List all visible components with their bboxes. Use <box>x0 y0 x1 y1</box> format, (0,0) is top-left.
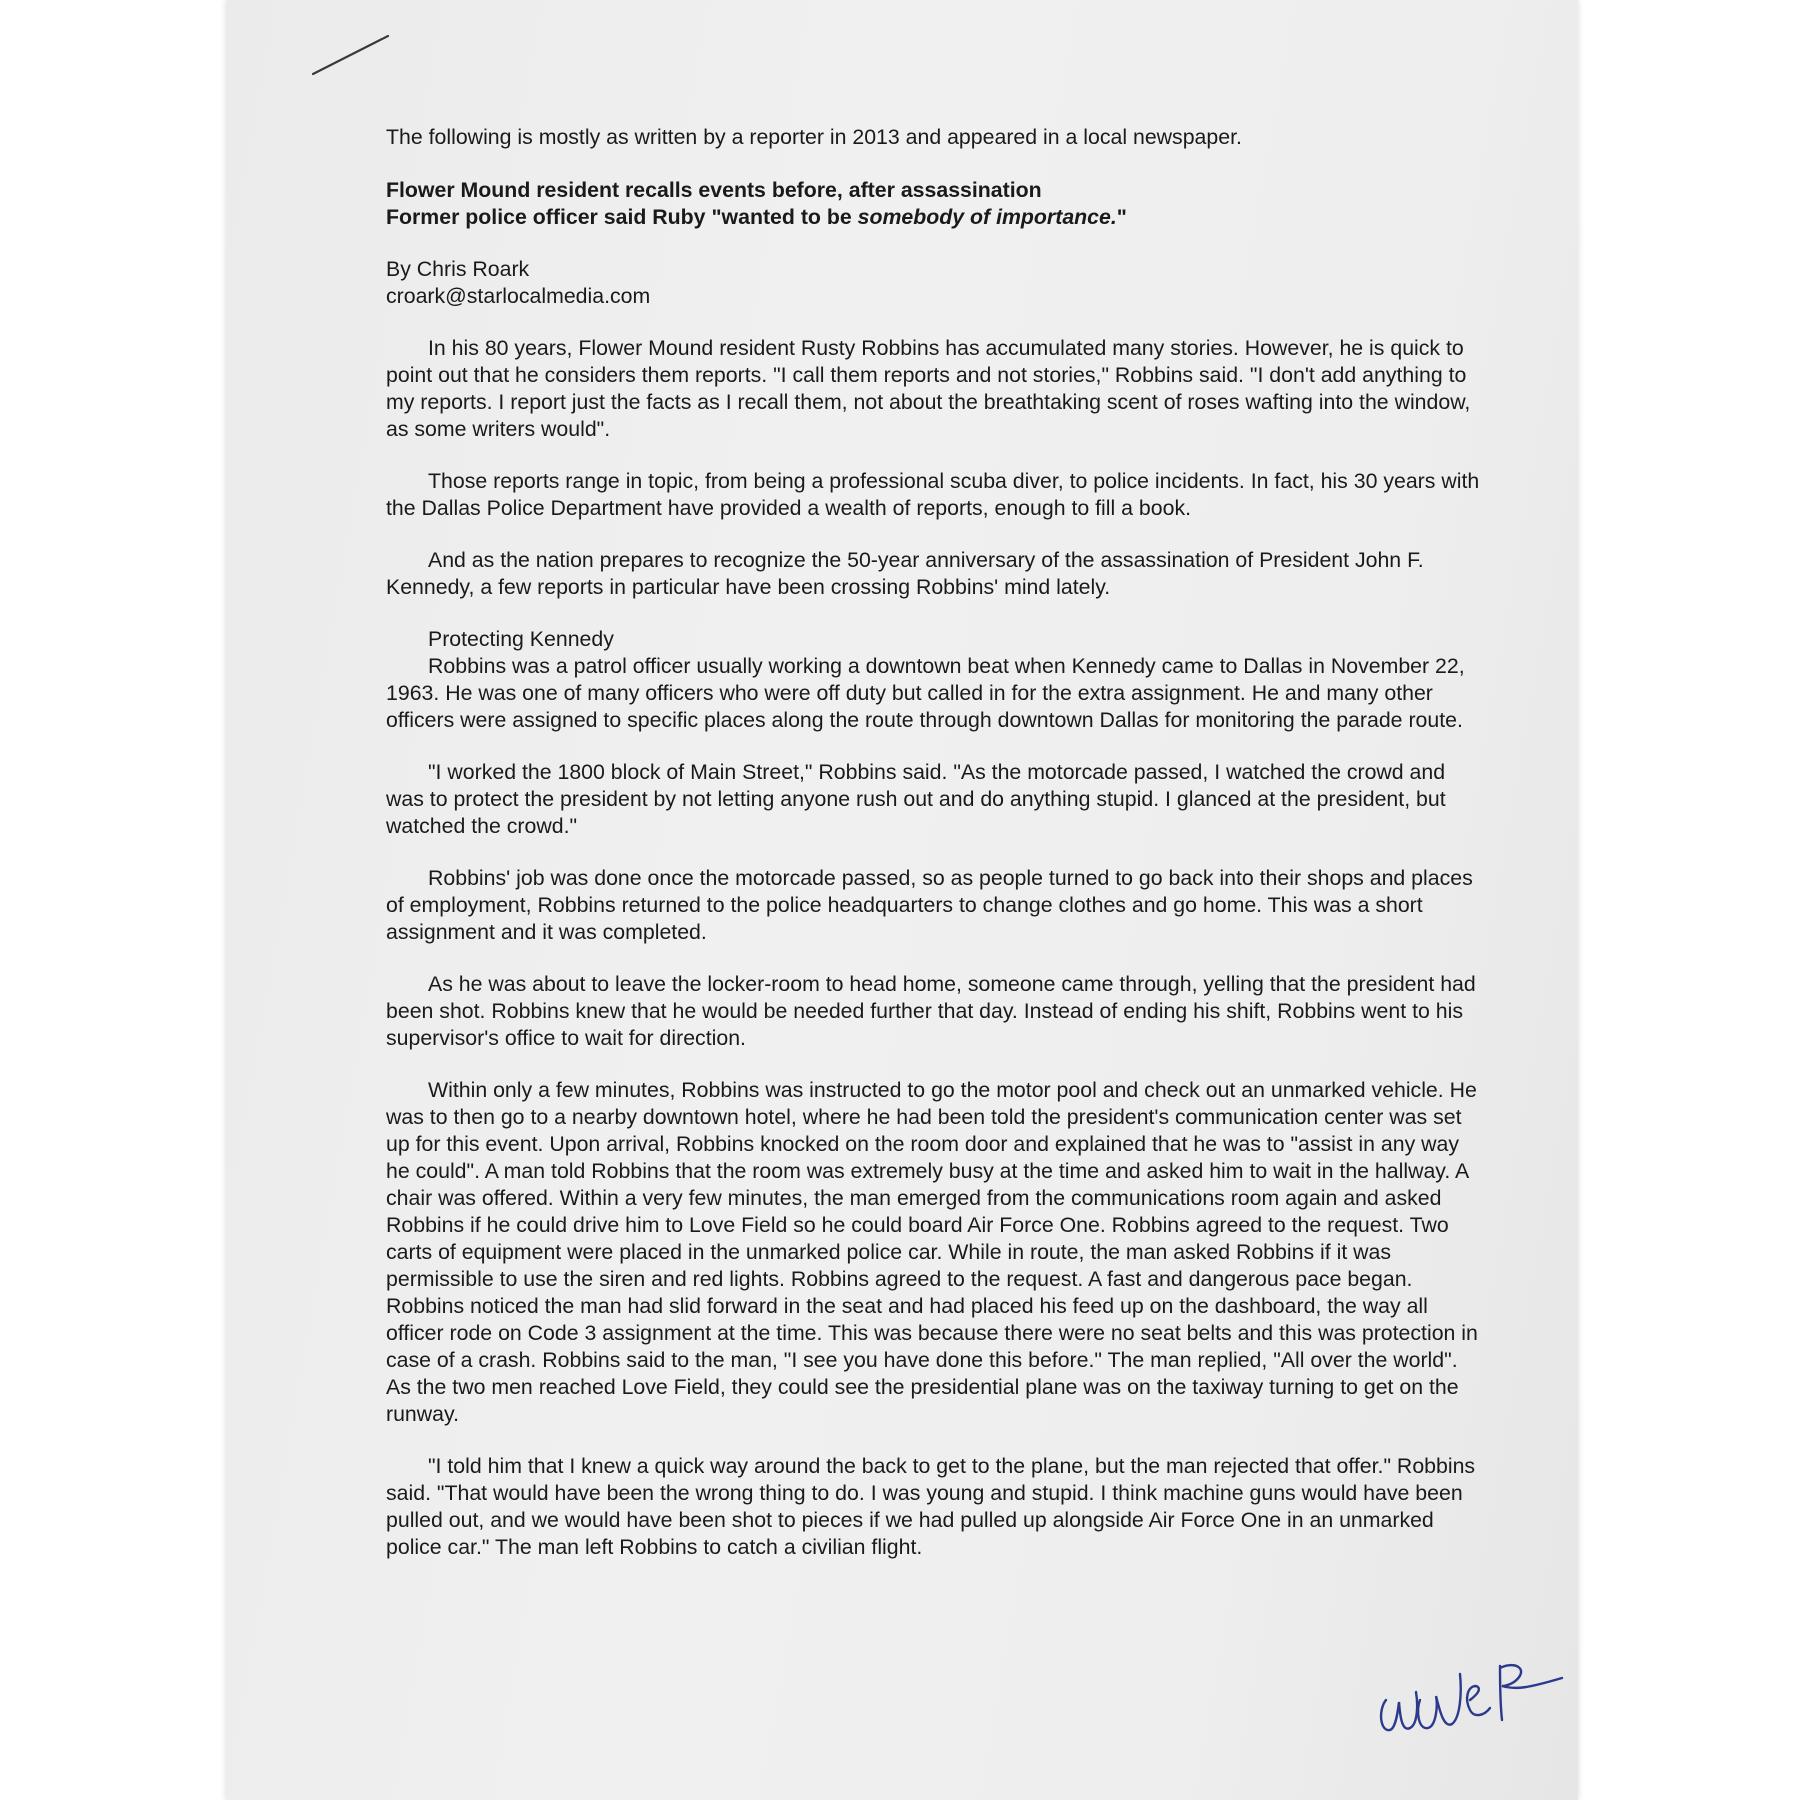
headline: Flower Mound resident recalls events before, after assassination <box>386 178 1042 202</box>
document-page <box>226 0 1578 1800</box>
handwritten-signature <box>1366 1640 1566 1750</box>
byline <box>386 256 1484 310</box>
byline-email: croark@starlocalmedia.com <box>386 284 651 308</box>
pen-mark <box>310 32 390 82</box>
subheadline-emphasis: somebody of importance. <box>857 205 1117 229</box>
paragraph: As he was about to leave the locker-room to head home, someone came through, yelling that the president had been shot. Robbins knew that he would be needed further that day. Instead of ending his shift, Robbins went to his supervisor's office to wait for direction. <box>386 972 1476 1050</box>
subheadline <box>386 204 1484 231</box>
paragraph: Robbins' job was done once the motorcade passed, so as people turned to go back into their shops and places of employment, Robbins returned to the police headquarters to change clothes and go home. This was a short assignment and it was completed. <box>386 866 1473 944</box>
paragraph: "I told him that I knew a quick way around the back to get to the plane, but the man rejected that offer." Robbins said. "That would have been the wrong thing to do. I was young and stupid. I think machine guns would have been pulled out, and we would have been shot to pieces if we had pulled up alongside Air Force One in an unmarked police car." The man left Robbins to catch a civilian flight. <box>386 1454 1476 1559</box>
article <box>386 124 1484 1586</box>
paragraph: Those reports range in topic, from being a professional scuba diver, to police incidents. In fact, his 30 years with the Dallas Police Department have provided a wealth of reports, enough to fill a book. <box>386 469 1480 520</box>
paragraph: "I worked the 1800 block of Main Street," Robbins said. "As the motorcade passed, I watched the crowd and was to protect the president by not letting anyone rush out and do anything stupid. I glanced at the president, but watched the crowd." <box>386 760 1446 838</box>
paragraph: Within only a few minutes, Robbins was instructed to go the motor pool and check out an unmarked vehicle. He was to then go to a nearby downtown hotel, where he had been told the president's communication center was set up for this event. Upon arrival, Robbins knocked on the room door and explained that he was to "assist in any way he could". A man told Robbins that the room was extremely busy at the time and asked him to wait in the hallway. A chair was offered. Within a very few minutes, the man emerged from the communications room again and asked Robbins if he could drive him to Love Field so he could board Air Force One. Robbins agreed to the request. Two carts of equipment were placed in the unmarked police car. While in route, the man asked Robbins if it was permissible to use the siren and red lights. Robbins agreed to the request. A fast and dangerous pace began. Robbins noticed the man had slid forward in the seat and had placed his feed up on the dashboard, the way all officer rode on Code 3 assignment at the time. This was because there were no seat belts and this was protection in case of a crash. Robbins said to the man, "I see you have done this before." The man replied, "All over the world". As the two men reached Love Field, they could see the presidential plane was on the taxiway turning to get on the runway. <box>386 1078 1478 1426</box>
intro-line: The following is mostly as written by a reporter in 2013 and appeared in a local newspaper. <box>386 125 1242 149</box>
paragraph: Robbins was a patrol officer usually working a downtown beat when Kennedy came to Dallas in November 22, 1963. He was one of many officers who were off duty but called in for the extra assignment. He and many other officers were assigned to specific places along the route through downtown Dallas for monitoring the parade route. <box>386 654 1465 732</box>
byline-author: By Chris Roark <box>386 257 530 281</box>
paragraph: And as the nation prepares to recognize the 50-year anniversary of the assassination of President John F. Kennedy, a few reports in particular have been crossing Robbins' mind lately. <box>386 548 1424 599</box>
subheadline-prefix: Former police officer said Ruby "wanted to be <box>386 205 858 229</box>
subheadline-suffix: " <box>1116 205 1127 229</box>
paragraph: In his 80 years, Flower Mound resident Rusty Robbins has accumulated many stories. However, he is quick to point out that he considers them reports. "I call them reports and not stories," Robbins said. "I don't add anything to my reports. I report just the facts as I recall them, not about the breathtaking scent of roses wafting into the window, as some writers would". <box>386 336 1471 441</box>
section-heading: Protecting Kennedy <box>428 627 614 651</box>
